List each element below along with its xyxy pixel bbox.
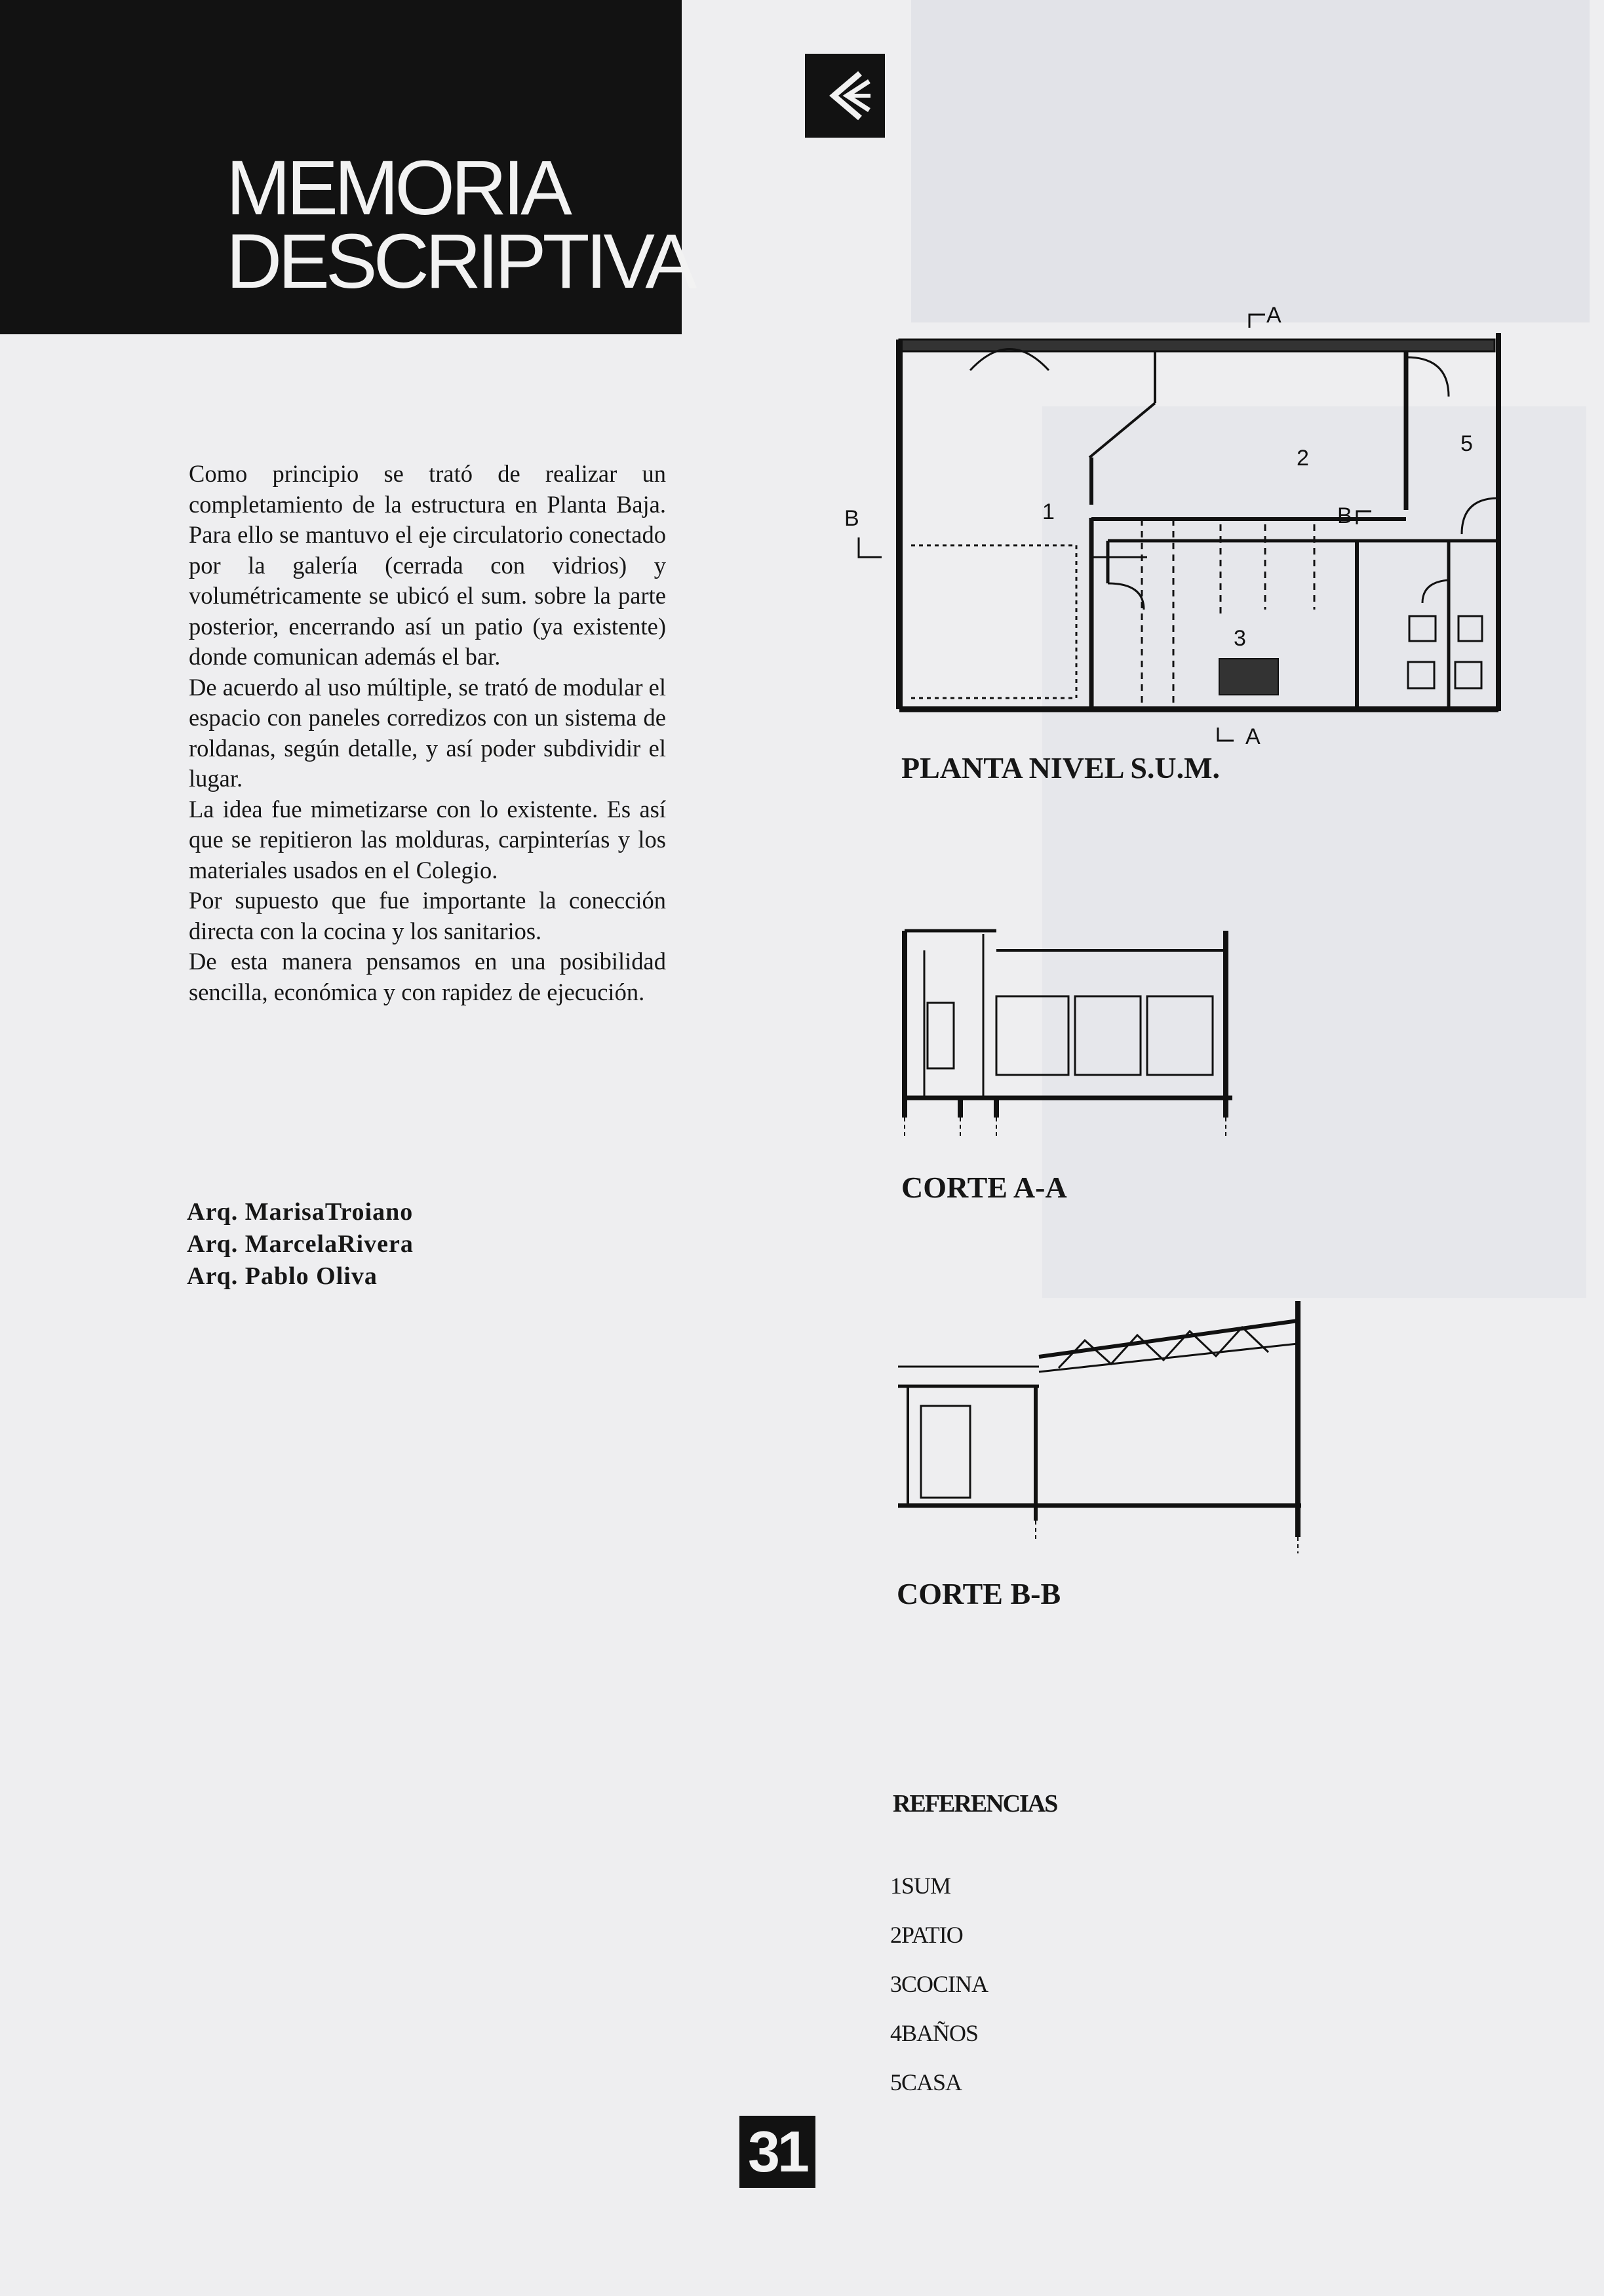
paragraph: De esta manera pensamos en una posibilidad sencilla, económica y con rapidez de ejecución.: [189, 948, 666, 1005]
room-number: 3: [1234, 626, 1246, 651]
references-list: [890, 1861, 988, 2107]
title-line-2: DESCRIPTIVA: [226, 218, 694, 305]
paragraph: La idea fue mimetizarse con lo existente. Es así que se repitieron las molduras, carpinterías y los materiales usados en el Colegio.: [189, 795, 666, 884]
plan-label: PLANTA NIVEL S.U.M.: [901, 751, 1221, 785]
stacked-chevron-logo-icon: [805, 54, 885, 138]
room-number: 2: [1297, 446, 1309, 471]
room-number: 5: [1460, 431, 1473, 456]
description-text: [189, 459, 666, 1007]
section-bb-drawing: [895, 1294, 1321, 1557]
authors-list: [187, 1196, 414, 1293]
section-mark-a-top: A: [1266, 303, 1281, 328]
list-item: 4BAÑOS: [890, 2020, 979, 2046]
list-item: 5CASA: [890, 2069, 962, 2095]
paragraph: Por supuesto que fue importante la conección directa con la cocina y los sanitarios.: [189, 887, 666, 944]
paragraph: Como principio se trató de realizar un completamiento de la estructura en Planta Baja. Para ello se mantuvo el eje circulatorio conectado por la galería (cerrada con vidrios) y volumétricamente se ubicó el sum. sobre la parte posterior, encerrando así un patio (ya existente) donde comunican además el bar.: [189, 460, 666, 670]
author: Arq. Pablo Oliva: [187, 1262, 378, 1290]
paragraph: De acuerdo al uso múltiple, se trató de modular el espacio con paneles corredizos con un sistema de roldanas, según detalle, y así poder subdividir el lugar.: [189, 673, 666, 792]
list-item: 2PATIO: [890, 1922, 963, 1948]
ghost-title-panel: [911, 0, 1590, 322]
section-mark-b-left: B: [844, 506, 859, 531]
list-item: 1SUM: [890, 1873, 951, 1899]
author: Arq. MarisaTroiano: [187, 1198, 414, 1226]
author: Arq. MarcelaRivera: [187, 1230, 414, 1258]
page-number: 31: [739, 2116, 815, 2188]
list-item: 3COCINA: [890, 1971, 988, 1997]
title-line-1: MEMORIA: [226, 145, 568, 231]
section-aa-label: CORTE A-A: [901, 1171, 1067, 1204]
room-number: 1: [1042, 499, 1055, 524]
section-aa-drawing: [898, 891, 1265, 1147]
page-title: [0, 0, 694, 334]
section-mark-a-bottom: A: [1245, 724, 1261, 747]
section-mark-b-inner: B: [1337, 503, 1352, 528]
floor-plan-drawing: [832, 275, 1514, 747]
references-title: REFERENCIAS: [893, 1790, 1057, 1818]
section-bb-label: CORTE B-B: [897, 1577, 1061, 1610]
